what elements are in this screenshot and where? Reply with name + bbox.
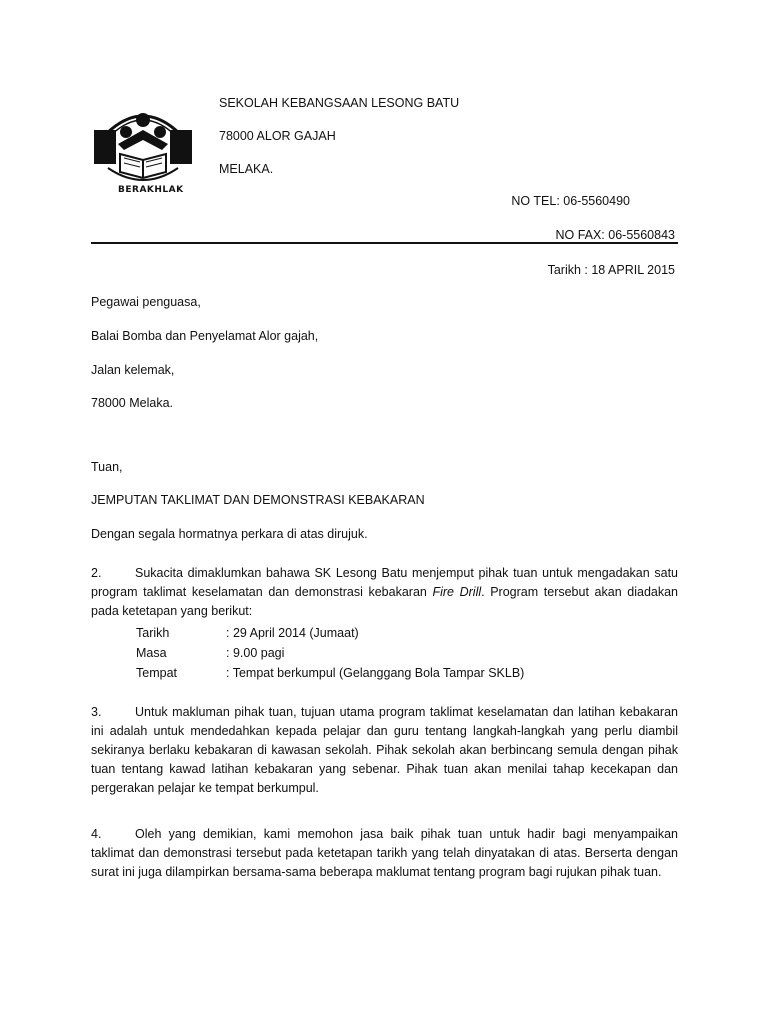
paragraph-number: 3.	[91, 705, 102, 719]
letter-subject: JEMPUTAN TAKLIMAT DAN DEMONSTRASI KEBAKARAN	[91, 493, 425, 507]
schedule-value: : 9.00 pagi	[226, 646, 285, 660]
paragraph-text: Untuk makluman pihak tuan, tujuan utama program taklimat keselamatan dan latihan kebakaran ini adalah untuk mendedahkan kepada pelajar dan guru tentang langkah-langkah yang perlu diambil sekiranya berlaku kebakaran di kawasan sekolah. Pihak sekolah akan berbincang semula dengan pihak tuan tentang kawad latihan kebakaran yang sebenar. Pihak tuan akan menilai tahap kecekapan dan pergerakan pelajar ke tempat berkumpul.	[91, 705, 678, 795]
tel-number: NO TEL: 06-5560490	[511, 194, 630, 208]
schedule-label: Tempat	[136, 666, 177, 680]
paragraph-text: . Program tersebut akan diadakan pada ketetapan yang berikut:	[91, 585, 678, 618]
recipient-line-2: Balai Bomba dan Penyelamat Alor gajah,	[91, 329, 319, 343]
schedule-value: : 29 April 2014 (Jumaat)	[226, 626, 359, 640]
paragraph-number: 4.	[91, 827, 102, 841]
salutation: Tuan,	[91, 460, 123, 474]
logo-motto: BERAKHLAK	[118, 185, 184, 195]
fire-drill-term: Fire Drill	[432, 585, 482, 599]
fax-number: NO FAX: 06-5560843	[555, 228, 675, 242]
paragraph-text: Oleh yang demikian, kami memohon jasa baik pihak tuan untuk hadir bagi menyampaikan taklimat dan demonstrasi tersebut pada ketetapan tarikh yang telah dinyatakan di atas. Berserta dengan surat ini juga dilampirkan bersama-sama beberapa maklumat tentang program bagi rujukan pihak tuan.	[91, 827, 678, 879]
schedule-label: Masa	[136, 646, 167, 660]
header-divider	[91, 242, 678, 244]
schedule-value: : Tempat berkumpul (Gelanggang Bola Tampar SKLB)	[226, 666, 525, 680]
school-crest-icon	[90, 96, 196, 200]
schedule-row	[136, 663, 676, 683]
recipient-line-3: Jalan kelemak,	[91, 363, 175, 377]
schedule-label: Tarikh	[136, 626, 170, 640]
recipient-line-1: Pegawai penguasa,	[91, 295, 201, 309]
paragraph-4	[91, 825, 678, 882]
schedule-row	[136, 623, 676, 643]
paragraph-3	[91, 703, 678, 798]
recipient-line-4: 78000 Melaka.	[91, 396, 174, 410]
paragraph-text: Sukacita dimaklumkan bahawa SK Lesong Batu menjemput pihak tuan untuk mengadakan satu program taklimat keselamatan dan demonstrasi kebakaran	[91, 566, 678, 599]
school-postcode: 78000 ALOR GAJAH	[219, 129, 336, 143]
schedule-table	[136, 623, 676, 683]
school-name: SEKOLAH KEBANGSAAN LESONG BATU	[219, 96, 460, 110]
schedule-row	[136, 643, 676, 663]
letter-date: Tarikh : 18 APRIL 2015	[547, 263, 675, 277]
opening-line: Dengan segala hormatnya perkara di atas dirujuk.	[91, 527, 368, 541]
paragraph-number: 2.	[91, 566, 102, 580]
school-state: MELAKA.	[219, 162, 274, 176]
paragraph-2	[91, 564, 678, 621]
